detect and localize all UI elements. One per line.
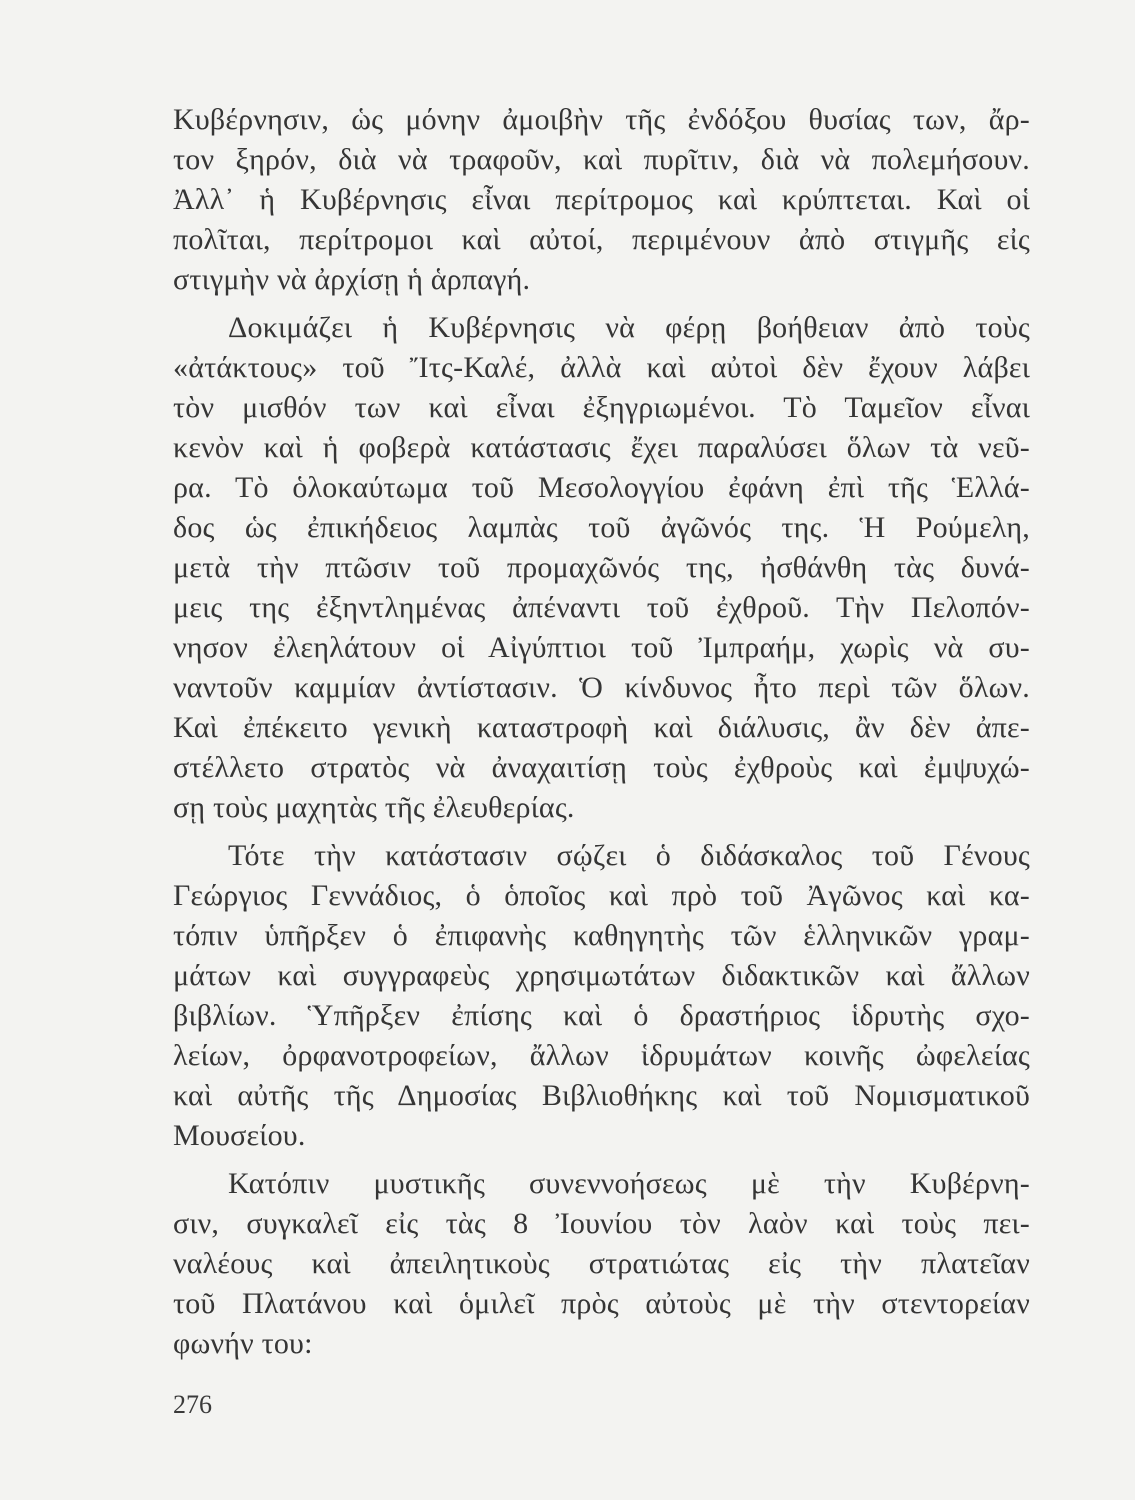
text-line: ρα. Τὸ ὁλοκαύτωμα τοῦ Μεσολογγίου ἐφάνη ἐπὶ τῆς Ἑλλά- [173, 471, 1030, 504]
text-line: ναλέους καὶ ἀπειλητικοὺς στρατιώτας εἰς τὴν πλατεῖαν [173, 1247, 1030, 1280]
text-line: σῃ τοὺς μαχητὰς τῆς ἐλευθερίας. [173, 791, 575, 824]
text-line: μετὰ τὴν πτῶσιν τοῦ προμαχῶνός της, ἠσθάνθη τὰς δυνά- [173, 551, 1030, 584]
text-line: τον ξηρόν, διὰ νὰ τραφοῦν, καὶ πυρῖτιν, διὰ νὰ πολεμήσουν. [173, 143, 1030, 176]
text-line: Κυβέρνησιν, ὡς μόνην ἀμοιβὴν τῆς ἐνδόξου θυσίας των, ἄρ- [173, 103, 1030, 136]
body-text [173, 100, 1030, 1364]
paragraph-2 [173, 308, 1030, 828]
text-line: κενὸν καὶ ἡ φοβερὰ κατάστασις ἔχει παραλύσει ὅλων τὰ νεῦ- [173, 431, 1030, 464]
text-line: καὶ αὐτῆς τῆς Δημοσίας Βιβλιοθήκης καὶ τοῦ Νομισματικοῦ [173, 1079, 1030, 1112]
text-line: στέλλετο στρατὸς νὰ ἀναχαιτίσῃ τοὺς ἐχθροὺς καὶ ἐμψυχώ- [173, 751, 1030, 784]
text-line: μεις της ἐξηντλημένας ἀπέναντι τοῦ ἐχθροῦ. Τὴν Πελοπόν- [173, 591, 1030, 624]
text-line: βιβλίων. Ὑπῆρξεν ἐπίσης καὶ ὁ δραστήριος ἱδρυτὴς σχο- [173, 999, 1030, 1032]
text-line: τὸν μισθόν των καὶ εἶναι ἐξηγριωμένοι. Τὸ Ταμεῖον εἶναι [173, 391, 1030, 424]
text-line: πολῖται, περίτρομοι καὶ αὐτοί, περιμένουν ἀπὸ στιγμῆς εἰς [173, 223, 1030, 256]
text-line: ναντοῦν καμμίαν ἀντίστασιν. Ὁ κίνδυνος ἦτο περὶ τῶν ὅλων. [173, 671, 1030, 704]
text-line: μάτων καὶ συγγραφεὺς χρησιμωτάτων διδακτικῶν καὶ ἄλλων [173, 959, 1030, 992]
text-line: σιν, συγκαλεῖ εἰς τὰς 8 Ἰουνίου τὸν λαὸν καὶ τοὺς πει- [173, 1207, 1030, 1240]
text-line: τοῦ Πλατάνου καὶ ὁμιλεῖ πρὸς αὐτοὺς μὲ τὴν στεντορείαν [173, 1287, 1030, 1320]
text-line: φωνήν του: [173, 1327, 313, 1360]
text-line: λείων, ὀρφανοτροφείων, ἄλλων ἱδρυμάτων κοινῆς ὠφελείας [173, 1039, 1030, 1072]
text-line: Δοκιμάζει ἡ Κυβέρνησις νὰ φέρῃ βοήθειαν ἀπὸ τοὺς [228, 311, 1030, 344]
text-line: Τότε τὴν κατάστασιν σῴζει ὁ διδάσκαλος τοῦ Γένους [228, 839, 1030, 872]
text-line: νησον ἐλεηλάτουν οἱ Αἰγύπτιοι τοῦ Ἰμπραήμ, χωρὶς νὰ συ- [173, 631, 1030, 664]
text-line: Μουσείου. [173, 1119, 306, 1152]
paragraph-1 [173, 100, 1030, 300]
text-line: Γεώργιος Γεννάδιος, ὁ ὁποῖος καὶ πρὸ τοῦ Ἀγῶνος καὶ κα- [173, 879, 1030, 912]
text-line: δος ὡς ἐπικήδειος λαμπὰς τοῦ ἀγῶνός της. Ἡ Ρούμελη, [173, 511, 1030, 544]
paragraph-3 [173, 836, 1030, 1156]
text-line: τόπιν ὑπῆρξεν ὁ ἐπιφανὴς καθηγητὴς τῶν ἑλληνικῶν γραμ- [173, 919, 1030, 952]
page-number: 276 [173, 1390, 212, 1419]
text-line: Καὶ ἐπέκειτο γενικὴ καταστροφὴ καὶ διάλυσις, ἂν δὲν ἀπε- [173, 711, 1030, 744]
paragraph-4 [173, 1164, 1030, 1364]
text-line: Ἀλλ᾿ ἡ Κυβέρνησις εἶναι περίτρομος καὶ κρύπτεται. Καὶ οἱ [173, 183, 1030, 216]
text-line: «ἀτάκτους» τοῦ Ἴτς-Καλέ, ἀλλὰ καὶ αὐτοὶ δὲν ἔχουν λάβει [173, 351, 1030, 384]
text-line: Κατόπιν μυστικῆς συνεννοήσεως μὲ τὴν Κυβέρνη- [228, 1167, 1030, 1200]
text-line: στιγμὴν νὰ ἀρχίσῃ ἡ ἁρπαγή. [173, 263, 531, 296]
